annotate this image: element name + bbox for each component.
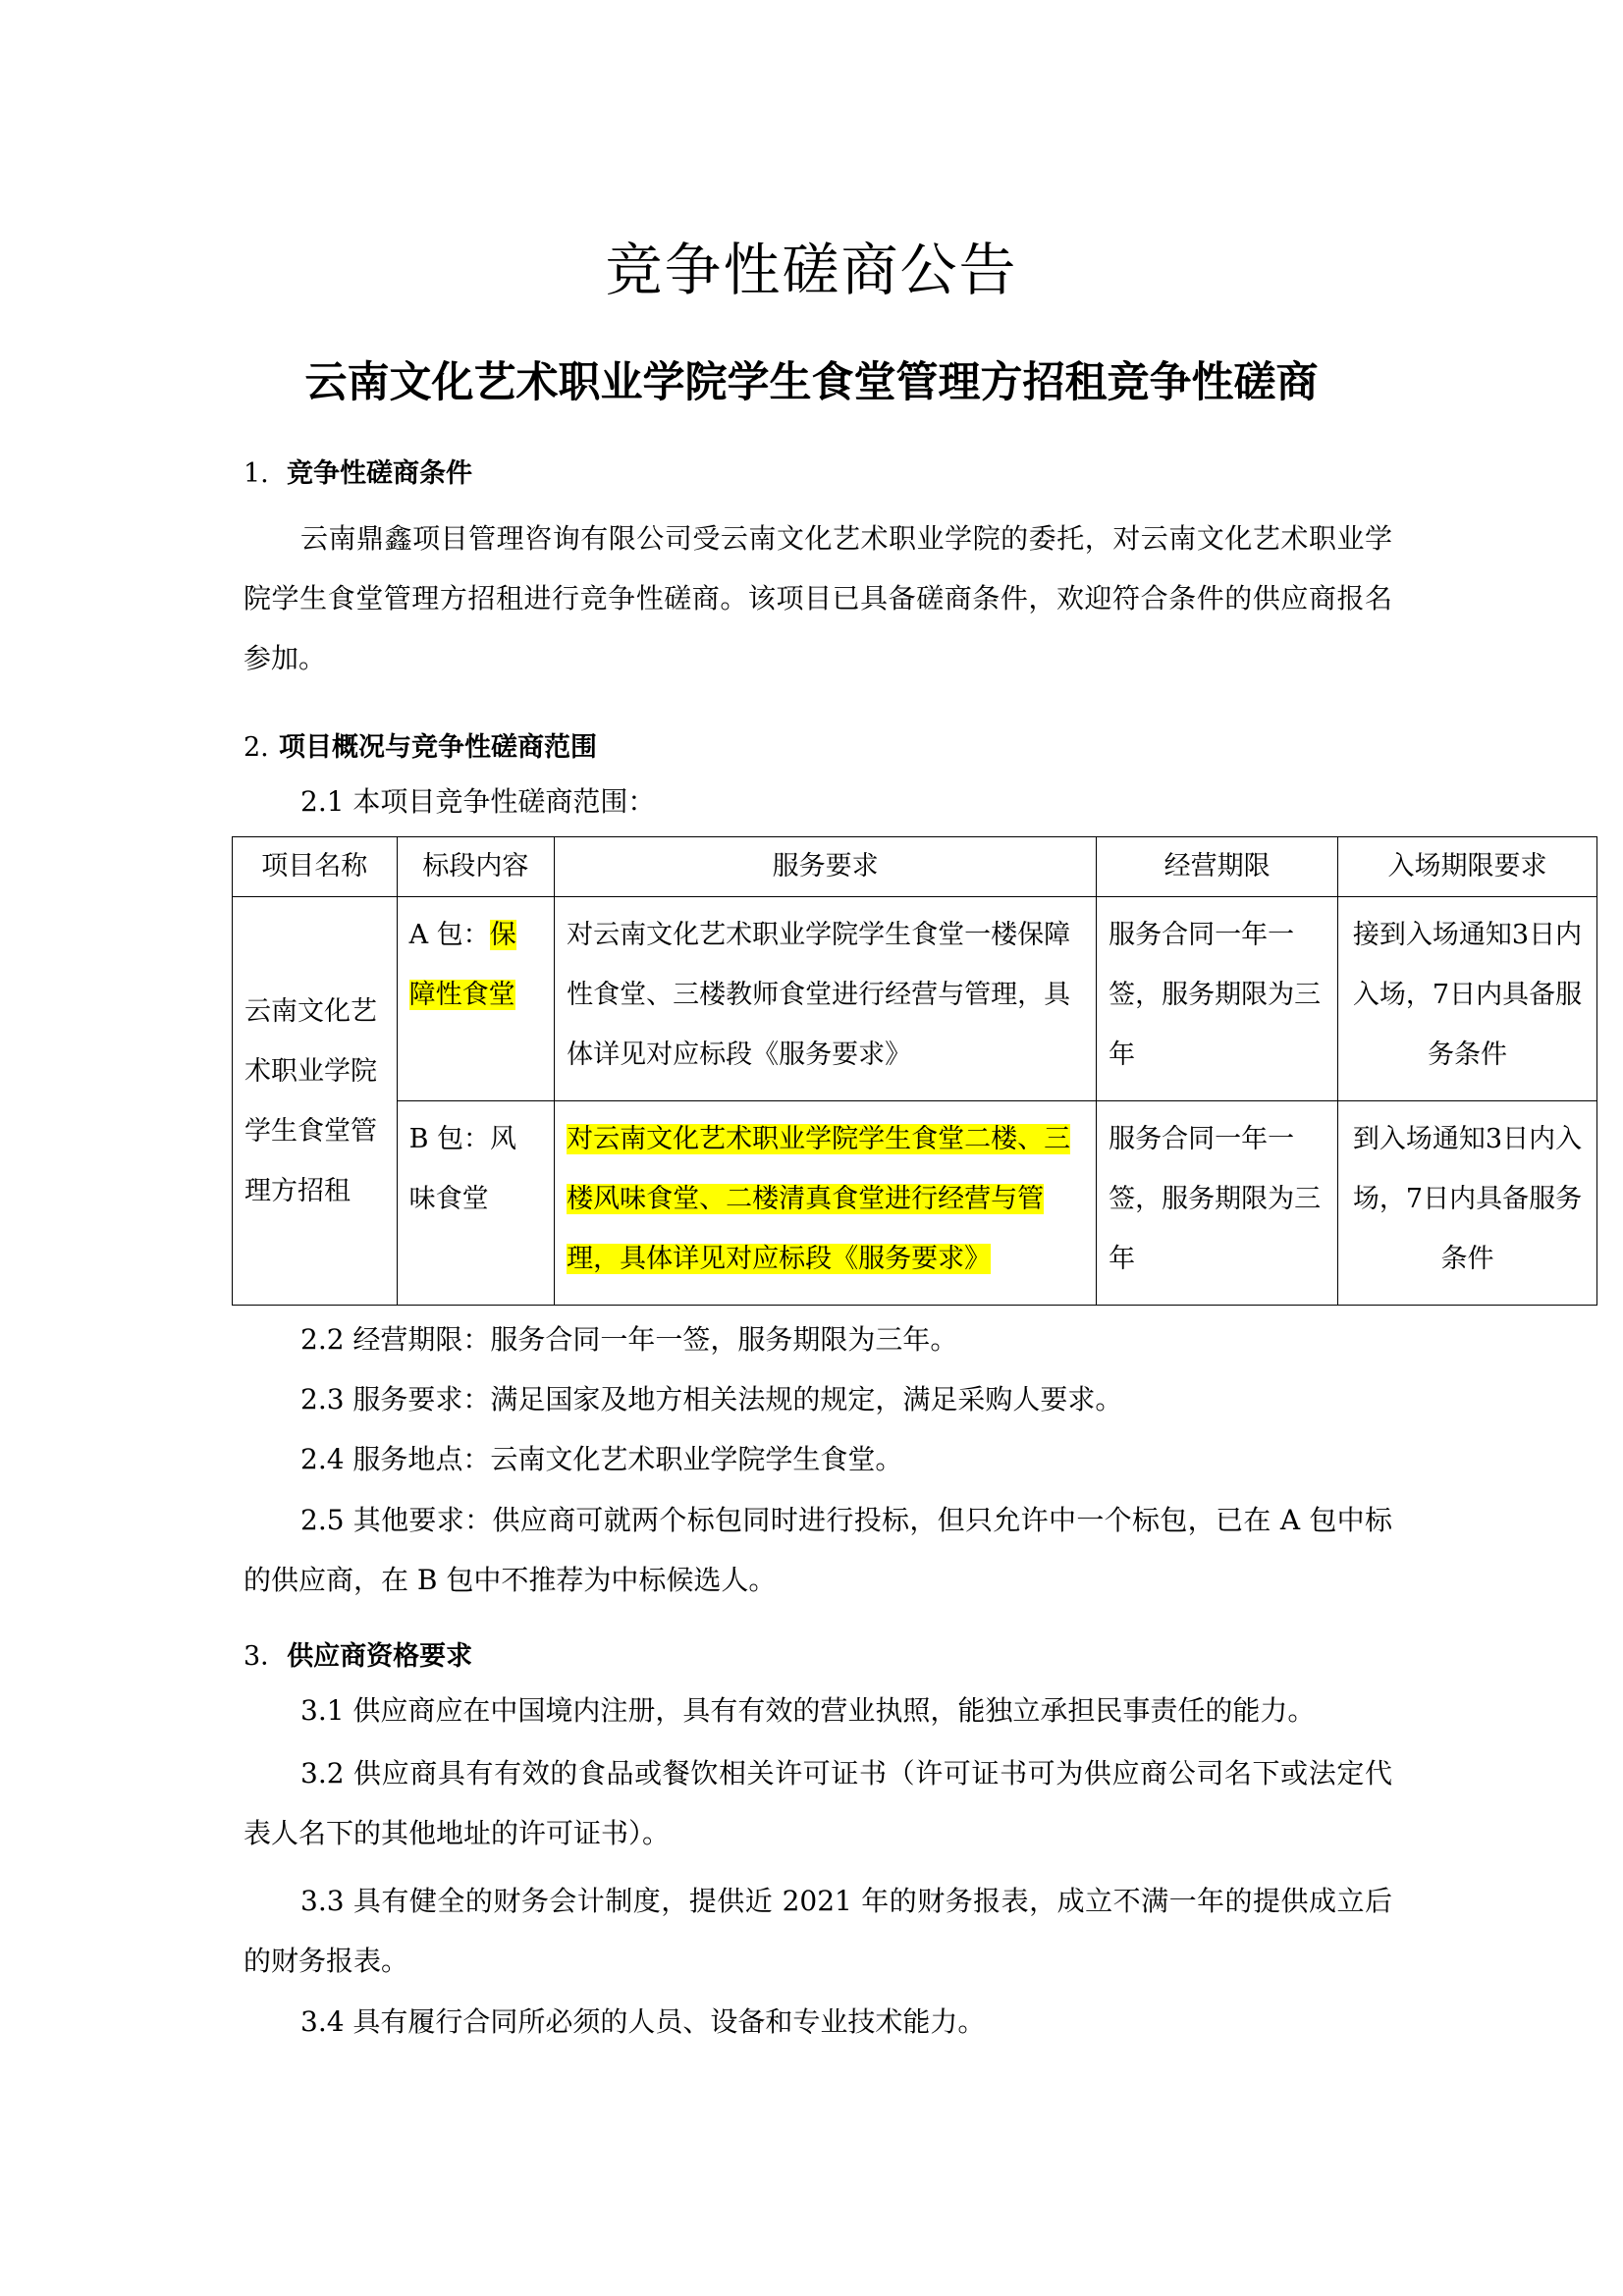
item-2-5: 2.5 其他要求：供应商可就两个标包同时进行投标，但只允许中一个标包，已在 A 包中标的供应商，在 B 包中不推荐为中标候选人。 <box>243 1504 1392 1596</box>
table-header: 经营期限 <box>1097 837 1338 897</box>
service-highlight: 对云南文化艺术职业学院学生食堂二楼、三楼风味食堂、二楼清真食堂进行经营与管理，具体详见对应标段《服务要求》 <box>567 1124 1071 1274</box>
item-2-3: 2.3 服务要求：满足国家及地方相关法规的规定，满足采购人要求。 <box>300 1383 1123 1415</box>
table-row <box>233 897 1597 1101</box>
page-subtitle: 云南文化艺术职业学院学生食堂管理方招租竞争性磋商 <box>304 358 1319 407</box>
section1-heading <box>243 454 472 494</box>
table-header: 项目名称 <box>233 837 398 897</box>
table-header: 服务要求 <box>555 837 1097 897</box>
entry-cell: 接到入场通知3日内入场，7日内具备服务条件 <box>1338 897 1597 1101</box>
item-2-4: 2.4 服务地点：云南文化艺术职业学院学生食堂。 <box>300 1443 903 1475</box>
lot-highlight: 保障性食堂 <box>408 920 516 1010</box>
lot-prefix: A 包： <box>408 920 490 950</box>
item-3-3: 3.3 具有健全的财务会计制度，提供近 2021 年的财务报表，成立不满一年的提供成立后的财务报表。 <box>243 1885 1392 1977</box>
table-header: 标段内容 <box>397 837 555 897</box>
section2-heading <box>243 728 597 768</box>
lot-cell <box>397 897 555 1101</box>
section3-heading <box>243 1637 472 1677</box>
period-cell: 服务合同一年一签，服务期限为三年 <box>1097 897 1338 1101</box>
item-2-2: 2.2 经营期限：服务合同一年一签，服务期限为三年。 <box>300 1323 958 1356</box>
period-cell: 服务合同一年一签，服务期限为三年 <box>1097 1101 1338 1306</box>
table-header: 入场期限要求 <box>1338 837 1597 897</box>
section2-title: 项目概况与竞争性磋商范围 <box>279 732 597 763</box>
entry-cell: 到入场通知3日内入场，7日内具备服务条件 <box>1338 1101 1597 1306</box>
item-3-4: 3.4 具有履行合同所必须的人员、设备和专业技术能力。 <box>300 2005 986 2038</box>
section3-number: 3． <box>243 1641 288 1672</box>
item-3-2: 3.2 供应商具有有效的食品或餐饮相关许可证书（许可证书可为供应商公司名下或法定代表人名下的其他地址的许可证书）。 <box>243 1757 1392 1849</box>
lot-cell: B 包：风味食堂 <box>397 1101 555 1306</box>
section2-number: 2. <box>243 732 269 763</box>
section3-title: 供应商资格要求 <box>287 1641 473 1672</box>
project-name-cell: 云南文化艺术职业学院学生食堂管理方招租 <box>233 897 398 1306</box>
item-2-1: 2.1 本项目竞争性磋商范围： <box>300 785 656 818</box>
section1-number: 1. <box>243 458 269 489</box>
section1-paragraph: 云南鼎鑫项目管理咨询有限公司受云南文化艺术职业学院的委托，对云南文化艺术职业学院学生食堂管理方招租进行竞争性磋商。该项目已具备磋商条件，欢迎符合条件的供应商报名参加。 <box>243 522 1392 674</box>
table-header-row <box>233 837 1597 897</box>
service-cell <box>555 1101 1097 1306</box>
table-row <box>233 1101 1597 1306</box>
item-3-1: 3.1 供应商应在中国境内注册，具有有效的营业执照，能独立承担民事责任的能力。 <box>300 1694 1316 1727</box>
section1-title: 竞争性磋商条件 <box>287 458 472 489</box>
scope-table <box>232 836 1597 1306</box>
page-title: 竞争性磋商公告 <box>605 237 1018 303</box>
service-cell: 对云南文化艺术职业学院学生食堂一楼保障性食堂、三楼教师食堂进行经营与管理，具体详见对应标段《服务要求》 <box>555 897 1097 1101</box>
